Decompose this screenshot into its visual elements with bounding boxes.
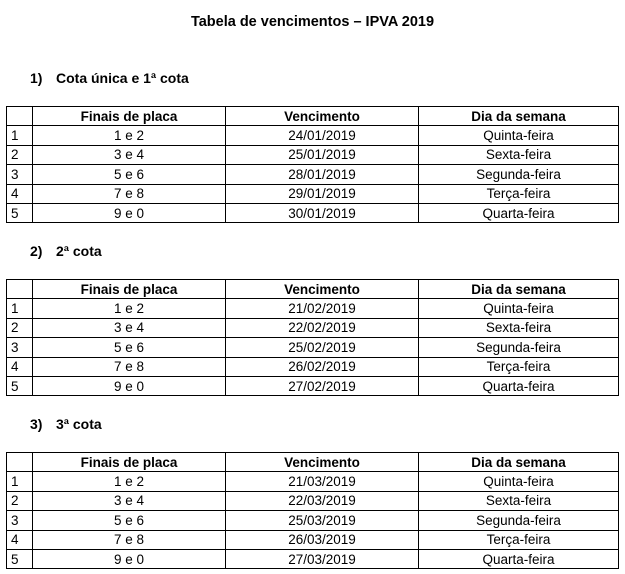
due-date-cell: 28/01/2019 (226, 165, 419, 184)
due-date-cell: 26/03/2019 (226, 530, 419, 549)
due-date-cell: 26/02/2019 (226, 357, 419, 376)
due-date-cell: 22/02/2019 (226, 318, 419, 337)
table-row (7, 376, 619, 395)
plate-endings-cell: 9 e 0 (33, 549, 226, 568)
table-row (7, 491, 619, 510)
weekday-cell: Quinta-feira (419, 126, 619, 145)
row-index: 1 (7, 126, 33, 145)
weekday-cell: Sexta-feira (419, 318, 619, 337)
header-weekday: Dia da semana (419, 280, 619, 299)
row-index: 3 (7, 338, 33, 357)
plate-endings-cell: 7 e 8 (33, 184, 226, 203)
due-dates-table-1 (6, 106, 619, 223)
due-date-cell: 29/01/2019 (226, 184, 419, 203)
section-heading-3 (30, 416, 102, 432)
row-index: 1 (7, 472, 33, 491)
due-dates-table-3 (6, 452, 619, 569)
plate-endings-cell: 5 e 6 (33, 165, 226, 184)
table-row (7, 126, 619, 145)
header-plate-endings: Finais de placa (33, 453, 226, 472)
weekday-cell: Quarta-feira (419, 203, 619, 222)
header-plate-endings: Finais de placa (33, 107, 226, 126)
table-row (7, 318, 619, 337)
plate-endings-cell: 1 e 2 (33, 472, 226, 491)
plate-endings-cell: 5 e 6 (33, 338, 226, 357)
due-date-cell: 22/03/2019 (226, 491, 419, 510)
plate-endings-cell: 7 e 8 (33, 530, 226, 549)
section-title: Cota única e 1ª cota (56, 70, 189, 86)
plate-endings-cell: 5 e 6 (33, 511, 226, 530)
weekday-cell: Sexta-feira (419, 491, 619, 510)
plate-endings-cell: 9 e 0 (33, 376, 226, 395)
table-row (7, 145, 619, 164)
plate-endings-cell: 3 e 4 (33, 145, 226, 164)
table-header-row (7, 453, 619, 472)
section-number: 2) (30, 243, 43, 259)
plate-endings-cell: 3 e 4 (33, 318, 226, 337)
table-row (7, 165, 619, 184)
header-plate-endings: Finais de placa (33, 280, 226, 299)
due-date-cell: 27/02/2019 (226, 376, 419, 395)
weekday-cell: Segunda-feira (419, 511, 619, 530)
weekday-cell: Terça-feira (419, 530, 619, 549)
row-index: 5 (7, 549, 33, 568)
weekday-cell: Terça-feira (419, 357, 619, 376)
header-weekday: Dia da semana (419, 453, 619, 472)
due-date-cell: 25/01/2019 (226, 145, 419, 164)
due-dates-table-2 (6, 279, 619, 396)
table-row (7, 184, 619, 203)
table-row (7, 472, 619, 491)
header-index (7, 107, 33, 126)
plate-endings-cell: 7 e 8 (33, 357, 226, 376)
weekday-cell: Quarta-feira (419, 549, 619, 568)
table-header-row (7, 107, 619, 126)
header-due-date: Vencimento (226, 280, 419, 299)
table-row (7, 511, 619, 530)
row-index: 4 (7, 184, 33, 203)
weekday-cell: Segunda-feira (419, 338, 619, 357)
section-title: 3ª cota (56, 416, 102, 432)
table-row (7, 530, 619, 549)
row-index: 2 (7, 491, 33, 510)
row-index: 2 (7, 145, 33, 164)
row-index: 5 (7, 376, 33, 395)
due-date-cell: 30/01/2019 (226, 203, 419, 222)
table-row (7, 549, 619, 568)
header-due-date: Vencimento (226, 107, 419, 126)
plate-endings-cell: 1 e 2 (33, 126, 226, 145)
header-due-date: Vencimento (226, 453, 419, 472)
weekday-cell: Terça-feira (419, 184, 619, 203)
weekday-cell: Segunda-feira (419, 165, 619, 184)
due-date-cell: 27/03/2019 (226, 549, 419, 568)
row-index: 2 (7, 318, 33, 337)
section-number: 3) (30, 416, 43, 432)
header-index (7, 453, 33, 472)
weekday-cell: Quinta-feira (419, 299, 619, 318)
document-title: Tabela de vencimentos – IPVA 2019 (190, 14, 435, 30)
weekday-cell: Quinta-feira (419, 472, 619, 491)
due-date-cell: 24/01/2019 (226, 126, 419, 145)
table-row (7, 357, 619, 376)
row-index: 4 (7, 357, 33, 376)
weekday-cell: Sexta-feira (419, 145, 619, 164)
row-index: 5 (7, 203, 33, 222)
header-weekday: Dia da semana (419, 107, 619, 126)
row-index: 3 (7, 511, 33, 530)
plate-endings-cell: 3 e 4 (33, 491, 226, 510)
section-heading-2 (30, 243, 102, 259)
plate-endings-cell: 1 e 2 (33, 299, 226, 318)
due-date-cell: 21/03/2019 (226, 472, 419, 491)
table-row (7, 338, 619, 357)
section-number: 1) (30, 70, 43, 86)
table-header-row (7, 280, 619, 299)
row-index: 1 (7, 299, 33, 318)
table-row (7, 203, 619, 222)
table-row (7, 299, 619, 318)
weekday-cell: Quarta-feira (419, 376, 619, 395)
plate-endings-cell: 9 e 0 (33, 203, 226, 222)
due-date-cell: 25/02/2019 (226, 338, 419, 357)
due-date-cell: 25/03/2019 (226, 511, 419, 530)
section-title: 2ª cota (56, 243, 102, 259)
due-date-cell: 21/02/2019 (226, 299, 419, 318)
header-index (7, 280, 33, 299)
section-heading-1 (30, 70, 189, 86)
row-index: 4 (7, 530, 33, 549)
row-index: 3 (7, 165, 33, 184)
